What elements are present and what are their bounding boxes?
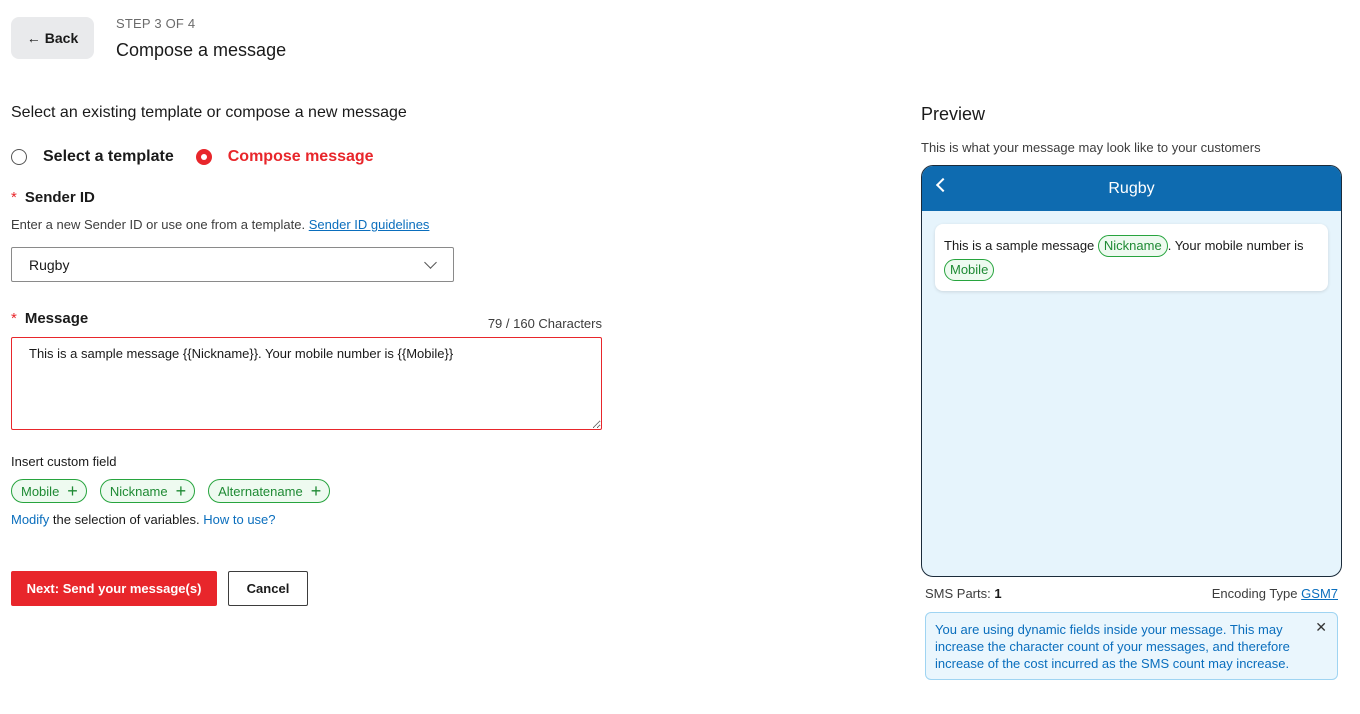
radio-unchecked-icon[interactable] (11, 149, 27, 165)
sender-id-value: Rugby (29, 256, 70, 273)
sender-id-guidelines-link[interactable]: Sender ID guidelines (308, 217, 430, 232)
chip-label: Mobile (21, 483, 60, 499)
compose-mode-radio-group (11, 148, 396, 166)
custom-field-chip-mobile[interactable] (11, 479, 87, 503)
back-button[interactable] (11, 17, 94, 59)
dynamic-fields-info (925, 612, 1338, 680)
chip-label: Alternatename (218, 483, 303, 499)
step-indicator: STEP 3 OF 4 (116, 16, 196, 31)
cancel-button[interactable]: Cancel (228, 571, 308, 606)
encoding-type (1212, 586, 1338, 601)
insert-custom-field-label: Insert custom field (11, 454, 117, 469)
how-to-use-link[interactable]: How to use? (203, 512, 276, 527)
page-title: Compose a message (116, 40, 287, 60)
message-bubble (935, 224, 1328, 291)
arrow-left-icon: ← (26, 30, 41, 46)
message-label-text: Message (24, 310, 89, 327)
sms-parts (925, 586, 1002, 601)
sender-id-helper (11, 217, 429, 232)
modify-link[interactable]: Modify (11, 512, 50, 527)
phone-header (922, 166, 1341, 211)
radio-select-template[interactable] (11, 148, 174, 166)
info-text: You are using dynamic fields inside your message. This may increase the character count of your messages, and therefore increase of the cost incurred as the SMS count may increase. (935, 622, 1290, 671)
bubble-tag-mobile: Mobile (944, 259, 994, 281)
radio-label-compose-message: Compose message (227, 148, 374, 165)
sms-parts-value: 1 (994, 586, 1002, 601)
preview-title: Preview (921, 104, 986, 124)
sender-id-label (11, 189, 95, 206)
chevron-down-icon (424, 256, 437, 269)
plus-icon: + (175, 481, 187, 501)
custom-field-chip-nickname[interactable] (100, 479, 195, 503)
plus-icon: + (310, 481, 322, 501)
sms-parts-label: SMS Parts: (925, 586, 991, 601)
next-send-button[interactable]: Next: Send your message(s) (11, 571, 217, 606)
back-label: Back (44, 30, 79, 46)
phone-title: Rugby (1108, 179, 1155, 197)
sender-id-helper-text: Enter a new Sender ID or use one from a template. (11, 217, 306, 232)
modify-variables-line (11, 512, 276, 527)
encoding-label: Encoding Type (1211, 586, 1298, 601)
required-marker: * (11, 310, 17, 327)
bubble-text: This is a sample message (944, 238, 1095, 253)
encoding-link[interactable]: GSM7 (1301, 586, 1338, 601)
radio-checked-icon[interactable] (196, 149, 212, 165)
plus-icon: + (67, 481, 78, 501)
close-icon[interactable]: ✕ (1315, 619, 1327, 635)
section-prompt: Select an existing template or compose a new message (11, 104, 407, 121)
custom-field-chip-alternatename[interactable] (208, 479, 330, 503)
preview-subtitle: This is what your message may look like to your customers (921, 140, 1261, 155)
radio-label-select-template: Select a template (43, 148, 174, 165)
bubble-tag-nickname: Nickname (1098, 235, 1168, 257)
character-count: 79 / 160 Characters (487, 316, 602, 331)
message-textarea[interactable] (11, 337, 602, 430)
custom-field-chips (11, 479, 330, 503)
modify-text: the selection of variables. (52, 512, 200, 527)
required-marker: * (11, 189, 17, 206)
phone-preview (921, 165, 1342, 577)
bubble-text: . Your mobile number is (1167, 238, 1304, 253)
message-label (11, 310, 88, 327)
sender-id-label-text: Sender ID (24, 189, 95, 206)
sender-id-select[interactable] (11, 247, 454, 282)
chip-label: Nickname (109, 483, 168, 499)
radio-compose-message[interactable] (196, 148, 374, 166)
